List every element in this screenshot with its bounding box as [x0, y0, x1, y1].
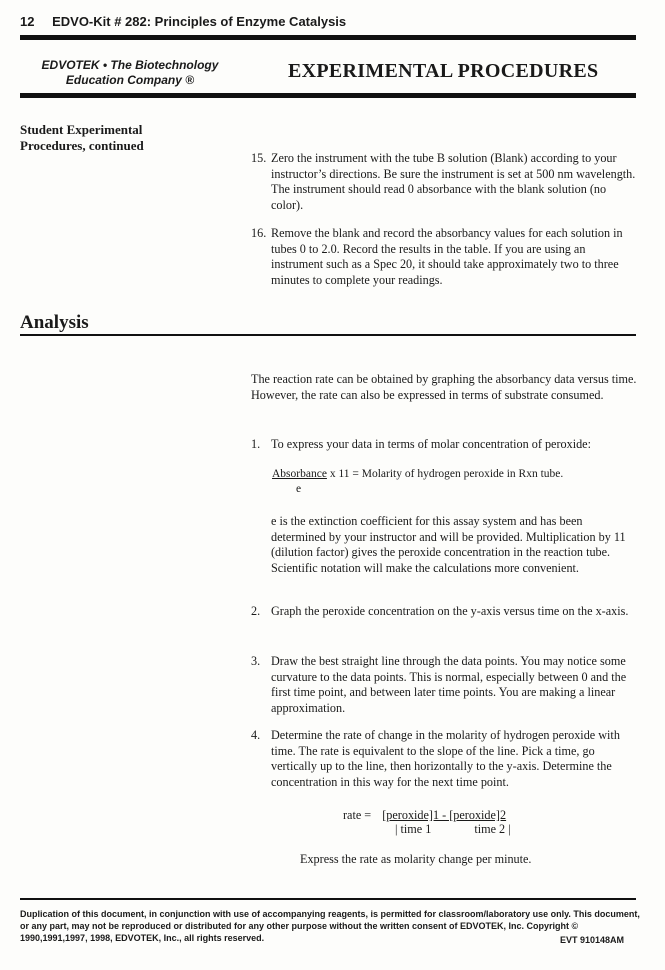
express-note: Express the rate as molarity change per minute. [300, 852, 532, 866]
header-rule [20, 35, 636, 40]
extinction-note: e is the extinction coefficient for this assay system and has been determined by your instructor and will be provided. Multiplication by 11 (dilution factor) gives the peroxide concentration in the reaction tube. Scientific notation will make the calculations more convenient. [271, 514, 626, 575]
formula-multiplier: x 11 = [329, 468, 359, 480]
molarity-formula [272, 467, 563, 497]
section-title: EXPERIMENTAL PROCEDURES [288, 60, 599, 82]
analysis-step-3: 3. Draw the best straight line through the data points. You may notice some curvature to the data points. This is normal, especially between 0 and the first time point, and between later time points. You are making a linear approximation. [251, 654, 627, 715]
procedure-step-15: 15. Zero the instrument with the tube B solution (Blank) according to your instructor’s directions. Be sure the instrument is set at 500 nm wavelength. The instrument should read 0 absorbance with the blank solution (no color). [251, 151, 636, 212]
page-header [20, 14, 346, 29]
rate-label: rate = [343, 808, 372, 822]
analysis-rule [20, 334, 636, 336]
rate-formula [343, 808, 506, 823]
formula-result: Molarity of hydrogen peroxide in Rxn tube. [361, 468, 564, 480]
sidebar-heading: Student Experimental Procedures, continued [20, 122, 144, 153]
footer-copyright: Duplication of this document, in conjunction with use of accompanying reagents, is permitted for classroom/laboratory use only. This document, or any part, may not be reproduced or distributed for any other purpose without the written consent of EDVOTEK, Inc. Copyright © 1990,1991,1997, 1998, EDVOTEK, Inc., all rights reserved. [20, 909, 640, 943]
analysis-step-2: 2. Graph the peroxide concentration on the y-axis versus time on the x-axis. [251, 604, 629, 618]
page-number: 12 [20, 14, 35, 29]
analysis-step-4: 4. Determine the rate of change in the molarity of hydrogen peroxide with time. The rate is equivalent to the slope of the line. Pick a time, go vertically up to the line, then horizontally to the y-axis. Determine the concentration in this way for the next time point. [251, 728, 620, 789]
analysis-step-1: 1. To express your data in terms of molar concentration of peroxide: [251, 437, 591, 451]
title-rule [20, 93, 636, 98]
company-name: EDVOTEK • The Biotechnology Education Company ® [41, 58, 219, 87]
kit-title: EDVO-Kit # 282: Principles of Enzyme Catalysis [52, 14, 347, 29]
footer-code: EVT 910148AM [560, 935, 625, 945]
rate-denominator: | time 1 time 2 | [395, 822, 511, 836]
rate-numerator: [peroxide]1 - [peroxide]2 [382, 808, 507, 822]
footer-rule [20, 898, 636, 900]
formula-numerator: Absorbance [272, 468, 327, 480]
analysis-intro: The reaction rate can be obtained by graphing the absorbancy data versus time. However, the rate can also be expressed in terms of substrate consumed. [251, 372, 637, 402]
procedure-step-16: 16. Remove the blank and record the absorbancy values for each solution in tubes 0 to 2.0. Record the results in the table. If you are using an instrument such as a Spec 20, it should take approximately two to three minutes to complete your readings. [251, 226, 623, 287]
formula-denominator: e [296, 483, 302, 495]
analysis-heading: Analysis [20, 312, 89, 333]
